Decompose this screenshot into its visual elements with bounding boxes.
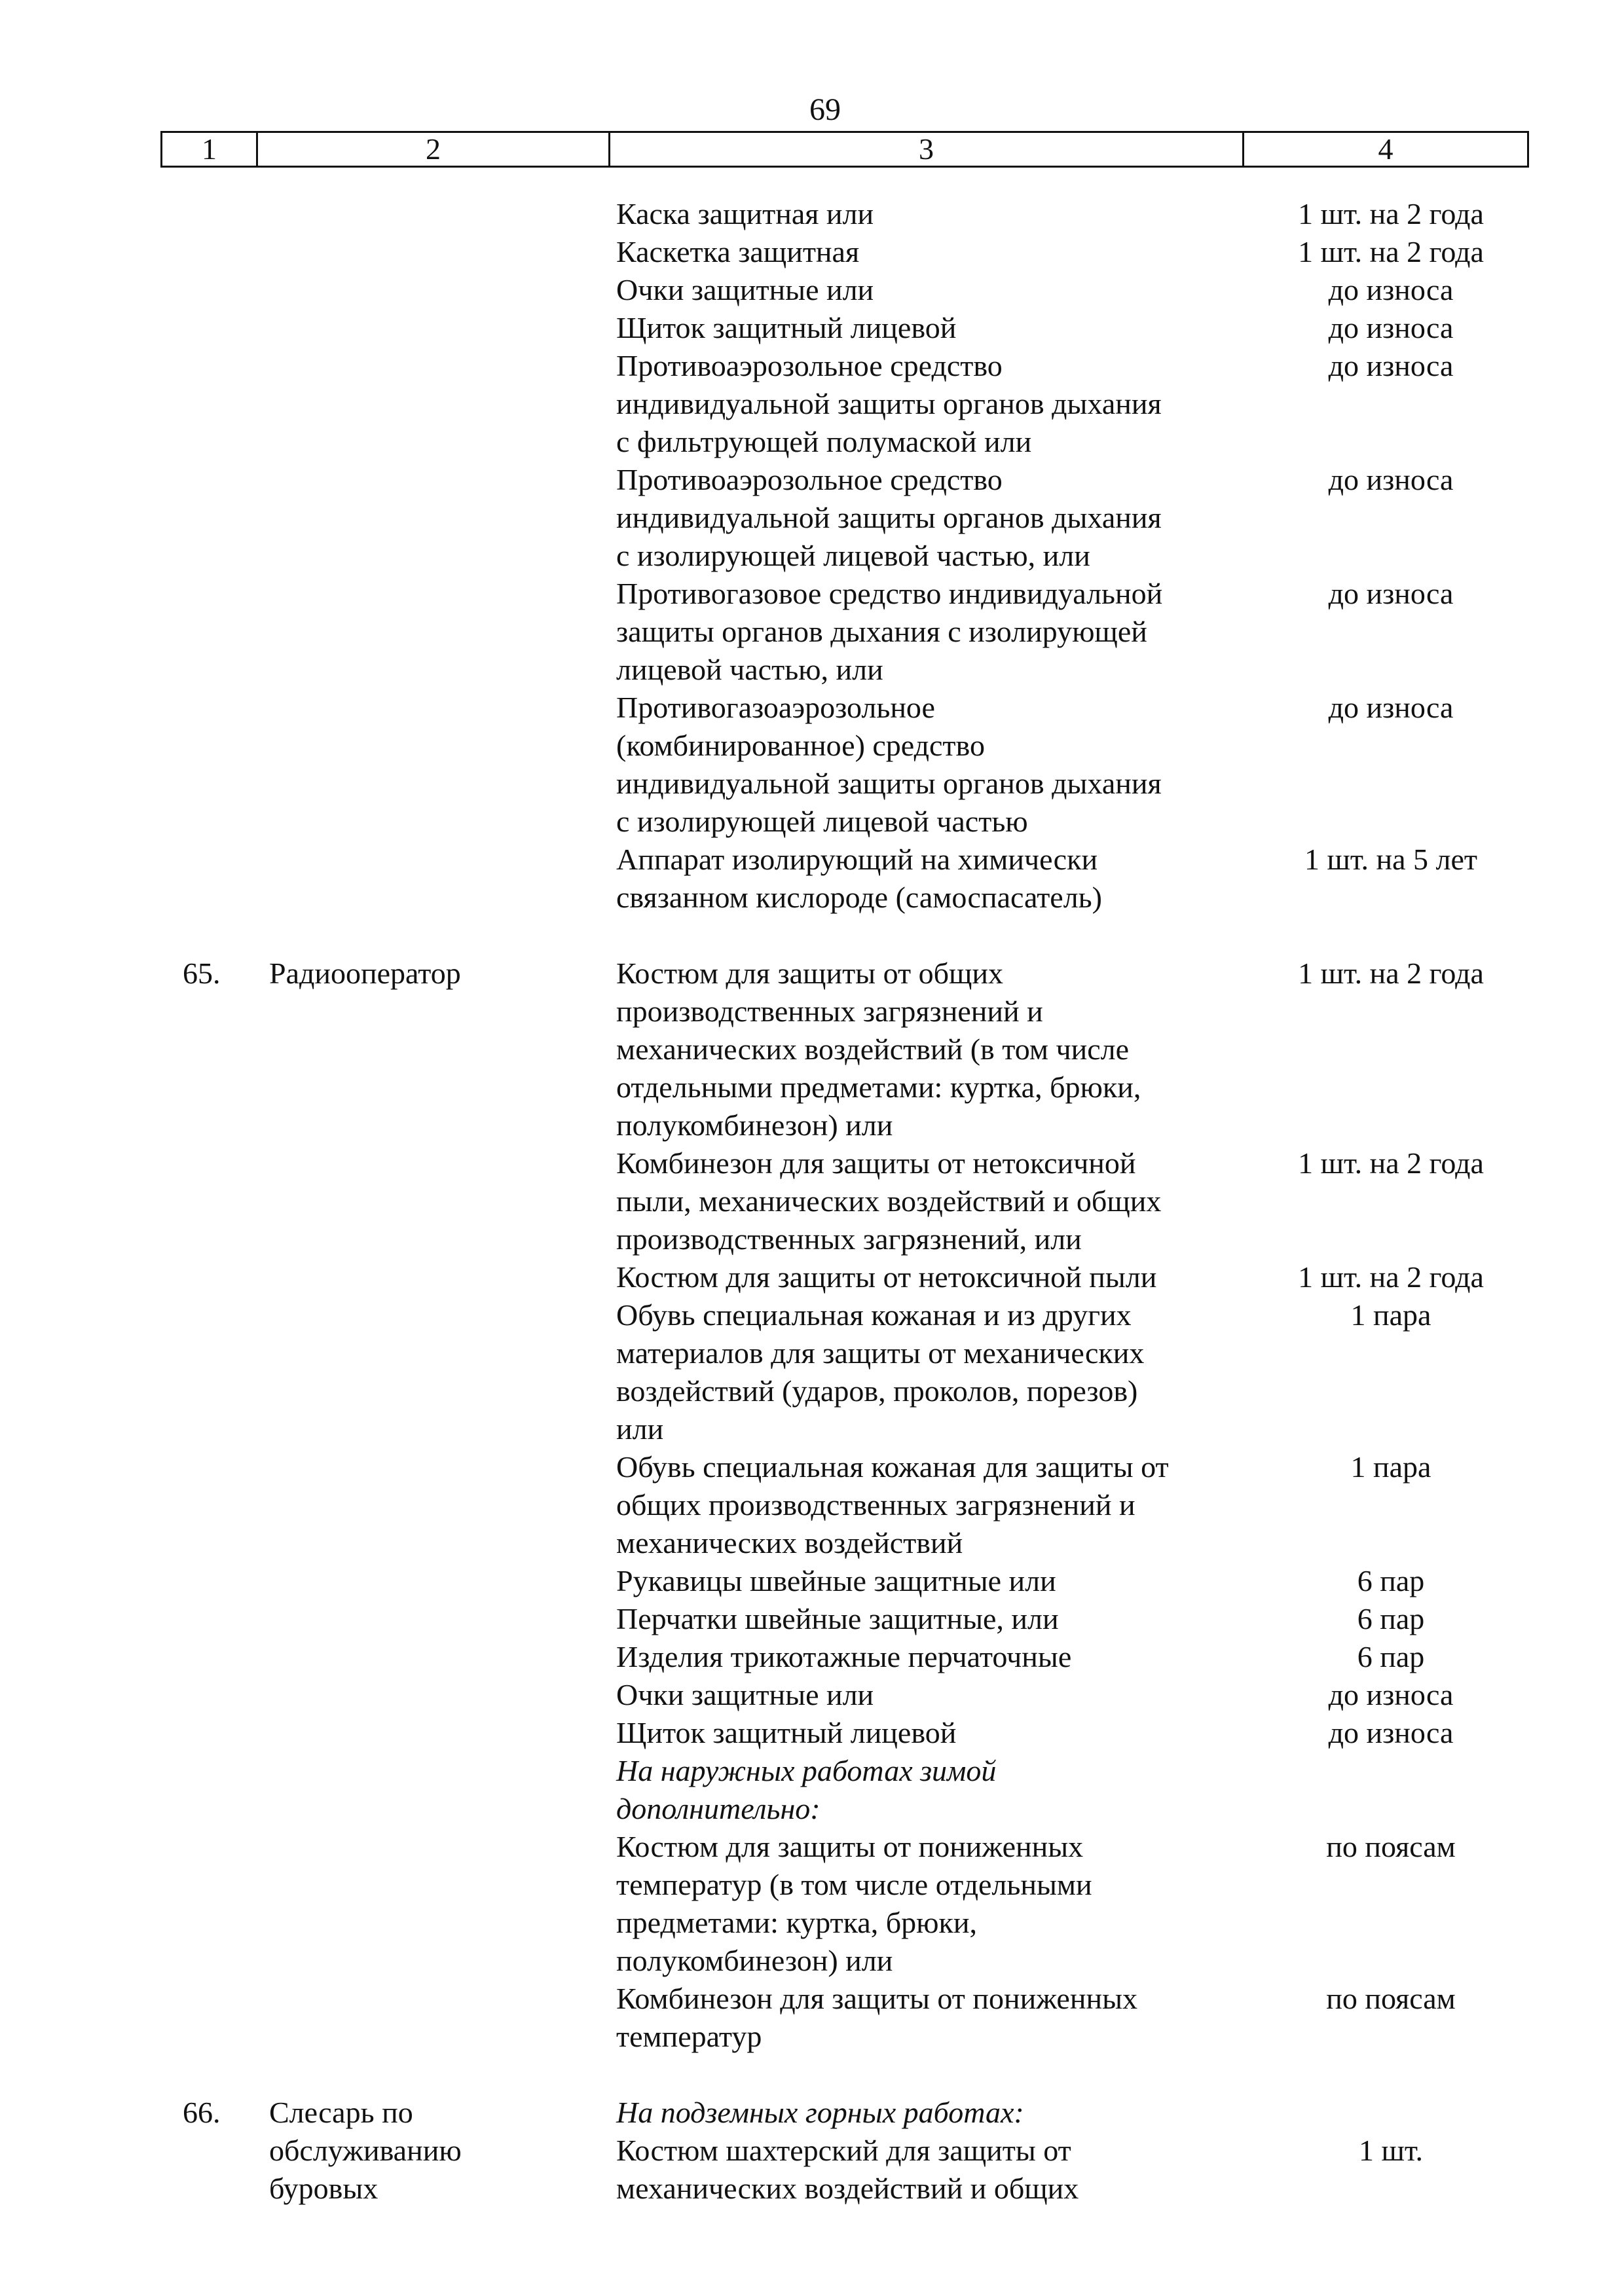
profession-name: [269, 1752, 616, 1790]
issue-norm: [1279, 423, 1529, 461]
profession-name: [269, 841, 616, 879]
ppe-item: с фильтрующей полумаской или: [616, 425, 1032, 458]
profession-name: [269, 803, 616, 841]
ppe-item: индивидуальной защиты органов дыхания: [616, 501, 1162, 534]
table-row: [160, 1524, 1529, 1562]
issue-norm: до износа: [1328, 349, 1454, 382]
ppe-item: производственных загрязнений, или: [616, 1222, 1082, 1256]
row-number: [160, 1638, 269, 1676]
ppe-item: Противогазовое средство индивидуальной: [616, 577, 1163, 610]
table-row: [160, 1790, 1529, 1828]
row-number: [160, 1334, 269, 1372]
profession-name: [269, 1904, 616, 1942]
profession-name: [269, 2018, 616, 2056]
row-number: [160, 347, 269, 385]
profession-name: [269, 1676, 616, 1714]
issue-norm: до износа: [1328, 577, 1454, 610]
row-number: [160, 1486, 269, 1524]
profession-name: [269, 1334, 616, 1372]
table-row: [160, 2170, 1529, 2208]
row-number: [160, 575, 269, 613]
ppe-item: Комбинезон для защиты от пониженных: [616, 1982, 1137, 2015]
ppe-item: полукомбинезон) или: [616, 1944, 893, 1977]
row-number: [160, 195, 269, 233]
table-row: [160, 955, 1529, 993]
profession-name: [269, 271, 616, 309]
table-body: [160, 195, 1529, 2208]
table-row: [160, 1106, 1529, 1144]
ppe-item: или: [616, 1412, 664, 1446]
profession-name: [269, 1106, 616, 1144]
ppe-item: Противогазоаэрозольное: [616, 691, 935, 724]
row-number: [160, 879, 269, 917]
profession-name: [269, 1980, 616, 2018]
row-number: [160, 1866, 269, 1904]
row-number: [160, 1258, 269, 1296]
profession-name: [269, 347, 616, 385]
profession-name: [269, 499, 616, 537]
profession-name: [269, 1790, 616, 1828]
profession-name: [269, 765, 616, 803]
table-row: [160, 423, 1529, 461]
profession-name: [269, 1258, 616, 1296]
row-number: [160, 233, 269, 271]
table-row: [160, 727, 1529, 765]
issue-norm: до износа: [1328, 1678, 1454, 1711]
profession-name: [269, 613, 616, 651]
ppe-item: Очки защитные или: [616, 273, 874, 306]
issue-norm: [1279, 803, 1529, 841]
issue-norm: до износа: [1328, 273, 1454, 306]
issue-norm: [1279, 1220, 1529, 1258]
ppe-item: материалов для защиты от механических: [616, 1336, 1145, 1370]
issue-norm: [1279, 1486, 1529, 1524]
profession-name: [269, 1714, 616, 1752]
ppe-item: Перчатки швейные защитные, или: [616, 1602, 1059, 1635]
table-row: [160, 1486, 1529, 1524]
table-row: [160, 1752, 1529, 1790]
row-number: [160, 1904, 269, 1942]
ppe-item: защиты органов дыхания с изолирующей: [616, 615, 1147, 648]
ppe-item: Костюм для защиты от нетоксичной пыли: [616, 1260, 1157, 1294]
ppe-item: с изолирующей лицевой частью: [616, 805, 1028, 838]
table-row: [160, 1866, 1529, 1904]
ppe-item: Костюм для защиты от пониженных: [616, 1830, 1084, 1863]
ppe-item: Каска защитная или: [616, 197, 874, 230]
table-row: [160, 1600, 1529, 1638]
table-row: [160, 461, 1529, 499]
issue-norm: [1279, 1866, 1529, 1904]
row-number: [160, 1752, 269, 1790]
table-row: [160, 1068, 1529, 1106]
row-number: [160, 1676, 269, 1714]
row-number: [160, 1790, 269, 1828]
profession-name: [269, 1144, 616, 1182]
profession-name: [269, 879, 616, 917]
issue-norm: [1279, 1904, 1529, 1942]
page-number: 69: [809, 92, 841, 127]
profession-name: [269, 385, 616, 423]
profession-name: [269, 1600, 616, 1638]
issue-norm: [1279, 385, 1529, 423]
row-number: [160, 689, 269, 727]
table-row: [160, 2094, 1529, 2132]
profession-name: [269, 1448, 616, 1486]
issue-norm: по поясам: [1326, 1982, 1456, 2015]
profession-name: [269, 1562, 616, 1600]
issue-norm: до износа: [1328, 311, 1454, 344]
issue-norm: [1279, 993, 1529, 1030]
row-number: [160, 1448, 269, 1486]
table-row: [160, 271, 1529, 309]
issue-norm: [1279, 499, 1529, 537]
profession-name: [269, 1942, 616, 1980]
ppe-item: Противоаэрозольное средство: [616, 349, 1003, 382]
table-row: [160, 689, 1529, 727]
profession-name: [269, 1410, 616, 1448]
ppe-item: Костюм шахтерский для защиты от: [616, 2134, 1071, 2167]
profession-name: [269, 309, 616, 347]
ppe-item: Щиток защитный лицевой: [616, 1716, 957, 1749]
table-row: [160, 499, 1529, 537]
table-row: [160, 309, 1529, 347]
row-number: [160, 385, 269, 423]
profession-name: [269, 1030, 616, 1068]
ppe-item: предметами: куртка, брюки,: [616, 1906, 977, 1939]
ppe-item: индивидуальной защиты органов дыхания: [616, 767, 1162, 800]
ppe-item: (комбинированное) средство: [616, 729, 985, 762]
row-number: [160, 1144, 269, 1182]
ppe-item: Очки защитные или: [616, 1678, 874, 1711]
issue-norm: 1 шт. на 2 года: [1298, 1146, 1484, 1180]
issue-norm: [1279, 727, 1529, 765]
ppe-item: полукомбинезон) или: [616, 1108, 893, 1142]
ppe-item: Противоаэрозольное средство: [616, 463, 1003, 496]
row-number: [160, 1220, 269, 1258]
table-row: [160, 195, 1529, 233]
ppe-item: общих производственных загрязнений и: [616, 1488, 1135, 1522]
header-col-4: 4: [1378, 132, 1393, 166]
table-row: [160, 385, 1529, 423]
profession-name: [269, 1828, 616, 1866]
row-number: 66.: [183, 2096, 221, 2129]
issue-norm: [1279, 1410, 1529, 1448]
table-row: [160, 347, 1529, 385]
issue-norm: 1 шт. на 2 года: [1298, 197, 1484, 230]
table-row: [160, 1942, 1529, 1980]
ppe-item: Обувь специальная кожаная для защиты от: [616, 1450, 1169, 1484]
profession-name: [269, 1068, 616, 1106]
row-number: [160, 1182, 269, 1220]
profession-name: [269, 1638, 616, 1676]
table-row: [160, 1296, 1529, 1334]
issue-norm: [1279, 1030, 1529, 1068]
ppe-item: механических воздействий и общих: [616, 2172, 1079, 2205]
row-number: [160, 1980, 269, 2018]
table-row: [160, 575, 1529, 613]
table-row: [160, 1828, 1529, 1866]
issue-norm: 6 пар: [1357, 1564, 1425, 1597]
profession-name: обслуживанию: [269, 2134, 462, 2167]
ppe-item: дополнительно:: [616, 1792, 821, 1825]
table-row: [160, 613, 1529, 651]
row-number: [160, 1372, 269, 1410]
issue-norm: 1 шт. на 2 года: [1298, 1260, 1484, 1294]
row-number: [160, 2170, 269, 2208]
issue-norm: до износа: [1328, 691, 1454, 724]
ppe-item: отдельными предметами: куртка, брюки,: [616, 1070, 1141, 1104]
profession-name: [269, 689, 616, 727]
row-number: [160, 1562, 269, 1600]
table-row: [160, 1220, 1529, 1258]
row-number: [160, 1410, 269, 1448]
issue-norm: 6 пар: [1357, 1640, 1425, 1673]
issue-norm: [1279, 2094, 1529, 2132]
header-col-3: 3: [610, 133, 1244, 166]
issue-norm: [1279, 651, 1529, 689]
profession-name: [269, 423, 616, 461]
profession-name: [269, 651, 616, 689]
ppe-item: Изделия трикотажные перчаточные: [616, 1640, 1072, 1673]
ppe-item: Аппарат изолирующий на химически: [616, 843, 1098, 876]
table-row: [160, 537, 1529, 575]
issue-norm: [1279, 1524, 1529, 1562]
profession-name: [269, 1220, 616, 1258]
profession-name: [269, 575, 616, 613]
header-col-2: 2: [258, 133, 610, 166]
issue-norm: по поясам: [1326, 1830, 1456, 1863]
issue-norm: [1279, 613, 1529, 651]
profession-name: [269, 1486, 616, 1524]
table-row: [160, 1562, 1529, 1600]
issue-norm: [1279, 1790, 1529, 1828]
header-col-1: 1: [162, 133, 258, 166]
row-number: [160, 271, 269, 309]
table-row: [160, 2132, 1529, 2170]
issue-norm: [1279, 1068, 1529, 1106]
profession-name: [269, 1182, 616, 1220]
table-row: [160, 841, 1529, 879]
row-number: [160, 1524, 269, 1562]
row-number: [160, 2018, 269, 2056]
issue-norm: [1279, 2170, 1529, 2208]
profession-name: [269, 537, 616, 575]
issue-norm: [1279, 1182, 1529, 1220]
ppe-item: Комбинезон для защиты от нетоксичной: [616, 1146, 1136, 1180]
issue-norm: [1279, 1372, 1529, 1410]
row-number: [160, 423, 269, 461]
issue-norm: до износа: [1328, 463, 1454, 496]
issue-norm: [1279, 879, 1529, 917]
table-row: [160, 1334, 1529, 1372]
issue-norm: 1 пара: [1350, 1450, 1431, 1484]
issue-norm: 1 шт. на 5 лет: [1304, 843, 1478, 876]
table-row: [160, 1410, 1529, 1448]
table-row: [160, 1448, 1529, 1486]
ppe-item: Обувь специальная кожаная и из других: [616, 1298, 1132, 1332]
profession-name: [269, 1372, 616, 1410]
table-row: [160, 233, 1529, 271]
issue-norm: [1279, 1752, 1529, 1790]
ppe-item: температур: [616, 2020, 762, 2053]
table-row: [160, 993, 1529, 1030]
table-row: [160, 1980, 1529, 2018]
ppe-item: На подземных горных работах:: [616, 2096, 1024, 2129]
row-number: [160, 1942, 269, 1980]
table-row: [160, 1030, 1529, 1068]
row-number: [160, 537, 269, 575]
row-number: [160, 499, 269, 537]
ppe-item: связанном кислороде (самоспасатель): [616, 881, 1102, 914]
profession-name: [269, 461, 616, 499]
ppe-item: температур (в том числе отдельными: [616, 1868, 1092, 1901]
issue-norm: [1279, 1942, 1529, 1980]
ppe-item: механических воздействий (в том числе: [616, 1032, 1130, 1066]
issue-norm: [1279, 537, 1529, 575]
profession-name: [269, 993, 616, 1030]
profession-name: [269, 195, 616, 233]
row-number: [160, 1068, 269, 1106]
issue-norm: 1 шт. на 2 года: [1298, 957, 1484, 990]
row-number: [160, 1714, 269, 1752]
row-number: [160, 1106, 269, 1144]
row-number: [160, 461, 269, 499]
ppe-item: Костюм для защиты от общих: [616, 957, 1004, 990]
row-number: [160, 613, 269, 651]
row-number: [160, 309, 269, 347]
table-row: [160, 651, 1529, 689]
row-number: [160, 1828, 269, 1866]
issue-norm: 1 шт. на 2 года: [1298, 235, 1484, 268]
issue-norm: 1 шт.: [1358, 2134, 1424, 2167]
ppe-item: На наружных работах зимой: [616, 1754, 997, 1787]
table-row: [160, 1638, 1529, 1676]
table-row: [160, 1714, 1529, 1752]
table-row: [160, 1258, 1529, 1296]
ppe-item: Каскетка защитная: [616, 235, 860, 268]
ppe-item: производственных загрязнений и: [616, 994, 1043, 1028]
issue-norm: 1 пара: [1350, 1298, 1431, 1332]
issue-norm: 6 пар: [1357, 1602, 1425, 1635]
row-number: [160, 727, 269, 765]
table-row: [160, 879, 1529, 917]
profession-name: Радиооператор: [269, 957, 461, 990]
profession-name: Слесарь по: [269, 2096, 413, 2129]
table-row: [160, 1676, 1529, 1714]
ppe-item: Рукавицы швейные защитные или: [616, 1564, 1056, 1597]
ppe-item: механических воздействий: [616, 1526, 963, 1559]
ppe-item: лицевой частью, или: [616, 653, 883, 686]
row-number: [160, 2132, 269, 2170]
row-number: 65.: [183, 957, 221, 990]
table-row: [160, 765, 1529, 803]
issue-norm: [1279, 1106, 1529, 1144]
issue-norm: [1279, 2018, 1529, 2056]
row-number: [160, 841, 269, 879]
ppe-item: пыли, механических воздействий и общих: [616, 1184, 1162, 1218]
ppe-item: Щиток защитный лицевой: [616, 311, 957, 344]
row-number: [160, 1030, 269, 1068]
row-number: [160, 993, 269, 1030]
profession-name: буровых: [269, 2172, 378, 2205]
table-row: [160, 1904, 1529, 1942]
issue-norm: до износа: [1328, 1716, 1454, 1749]
ppe-item: индивидуальной защиты органов дыхания: [616, 387, 1162, 420]
issue-norm: [1279, 1334, 1529, 1372]
ppe-item: воздействий (ударов, проколов, порезов): [616, 1374, 1138, 1408]
table-row: [160, 2018, 1529, 2056]
table-row: [160, 803, 1529, 841]
profession-name: [269, 233, 616, 271]
row-number: [160, 765, 269, 803]
profession-name: [269, 1524, 616, 1562]
row-number: [160, 1600, 269, 1638]
table-row: [160, 1372, 1529, 1410]
table-row: [160, 1144, 1529, 1182]
issue-norm: [1279, 765, 1529, 803]
profession-name: [269, 1296, 616, 1334]
ppe-item: с изолирующей лицевой частью, или: [616, 539, 1090, 572]
row-number: [160, 1296, 269, 1334]
profession-name: [269, 1866, 616, 1904]
profession-name: [269, 727, 616, 765]
row-number: [160, 651, 269, 689]
row-number: [160, 803, 269, 841]
table-header-row: [160, 131, 1529, 168]
table-row: [160, 1182, 1529, 1220]
